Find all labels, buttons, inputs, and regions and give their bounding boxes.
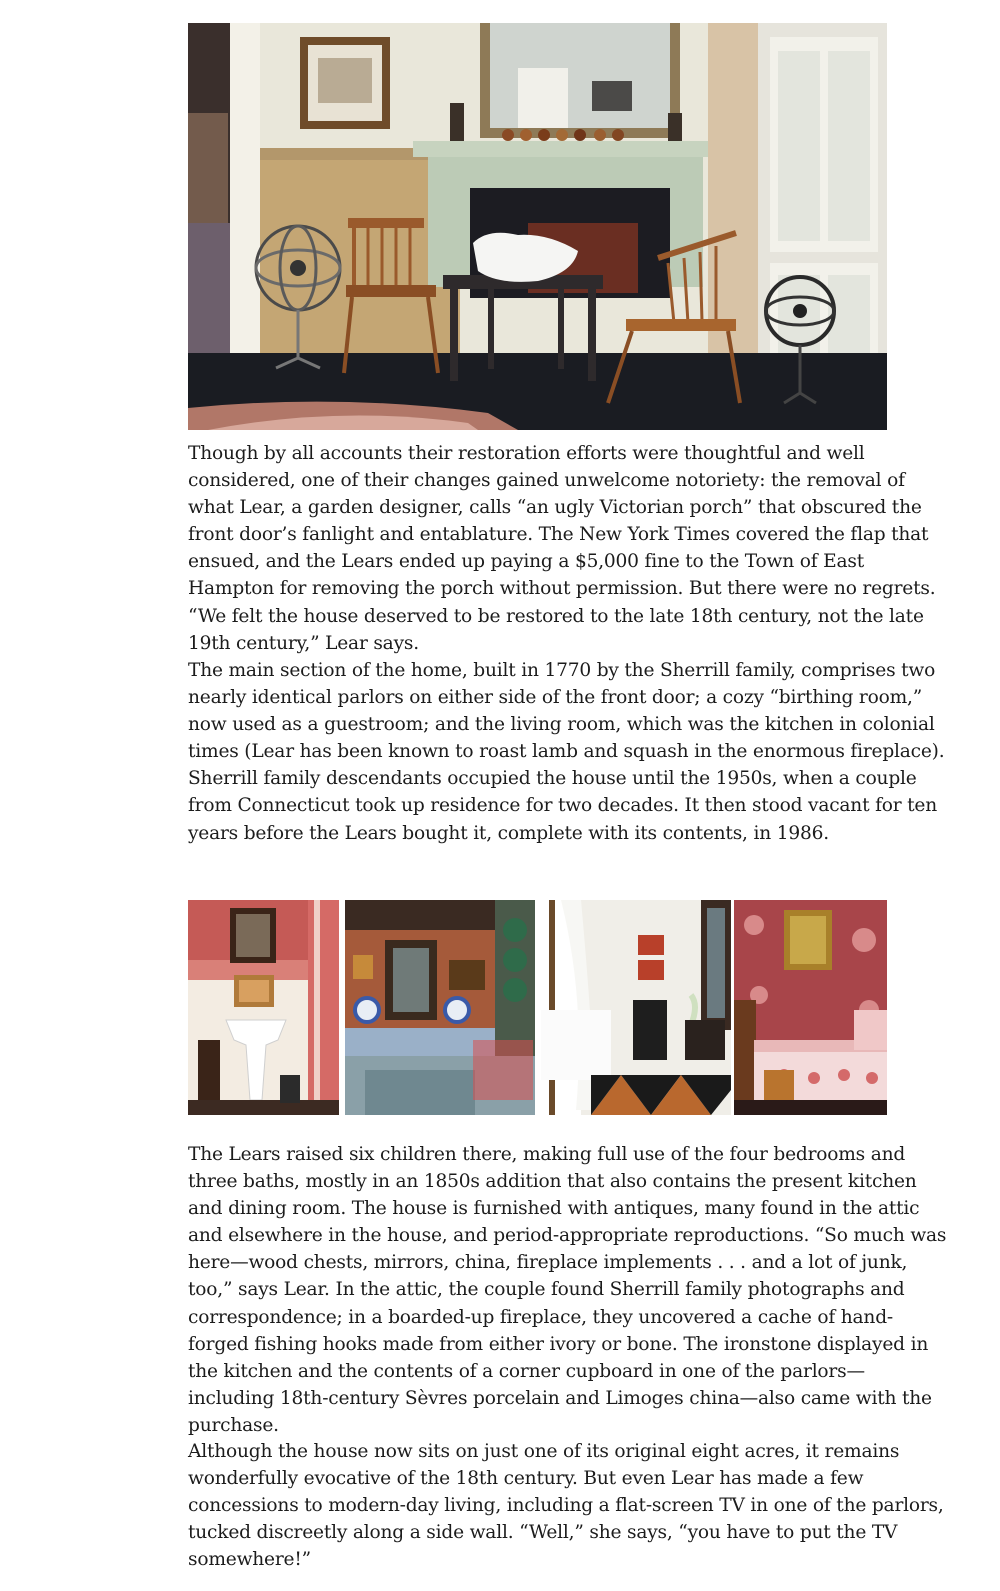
bathroom-toile-photo [188,900,339,1115]
kitchen-illustration [345,900,535,1115]
article-paragraph-4: Although the house now sits on just one of its original eight acres, it remains wonderfully evocative of the 18th century. But even Lear has made a few concessions to modern-day living, including a flat-screen TV in one of the parlors, tucked discreetly along a side wall. “Well,” she says, “you have to put the TV somewhere!” [188,1441,944,1571]
bedroom-checkered-floor-photo [541,900,731,1115]
toile-bedroom-illustration [734,900,887,1115]
red-toile-bedroom-photo [734,900,887,1115]
article-paragraph-1: Though by all accounts their restoration efforts were thoughtful and well considered, one of their changes gained unwelcome notoriety: the removal of what Lear, a garden designer, calls “an ugly Victorian porch” that obscured the front door’s fanlight and entablature. The New York Times covered the flap that ensued, and the Lears ended up paying a $5,000 fine to the Town of East Hampton for removing the porch without permission. But there were no regrets. “We felt the house deserved to be restored to the late 18th century, not the late 19th century,” Lear says. [188,443,936,654]
article-paragraph-3: The Lears raised six children there, making full use of the four bedrooms and three baths, mostly in an 1850s addition that also contains the present kitchen and dining room. The house is furnished with antiques, many found in the attic and elsewhere in the house, and period-appropriate reproductions. “So much was here—wood chests, mirrors, china, fireplace implements . . . and a lot of junk, too,” says Lear. In the attic, the couple found Sherrill family photographs and correspondence; in a boarded-up fireplace, they uncovered a cache of hand-forged fishing hooks made from either ivory or bone. The ironstone displayed in the kitchen and the contents of a corner cupboard in one of the parlors—including 18th-century Sèvres porcelain and Limoges china—also came with the purchase. [188,1144,947,1436]
bathroom-illustration [188,900,339,1115]
kitchen-brick-wall-photo [345,900,535,1115]
parlor-fireplace-illustration [188,23,887,430]
parlor-fireplace-photo [188,23,887,430]
bedroom-illustration [541,900,731,1115]
article-paragraph-2: The main section of the home, built in 1770 by the Sherrill family, comprises two nearly identical parlors on either side of the front door; a cozy “birthing room,” now used as a guestroom; and the living room, which was the kitchen in colonial times (Lear has been known to roast lamb and squash in the enormous fireplace). Sherrill family descendants occupied the house until the 1950s, when a couple from Connecticut took up residence for two decades. It then stood vacant for ten years before the Lears bought it, complete with its contents, in 1986. [188,660,945,844]
